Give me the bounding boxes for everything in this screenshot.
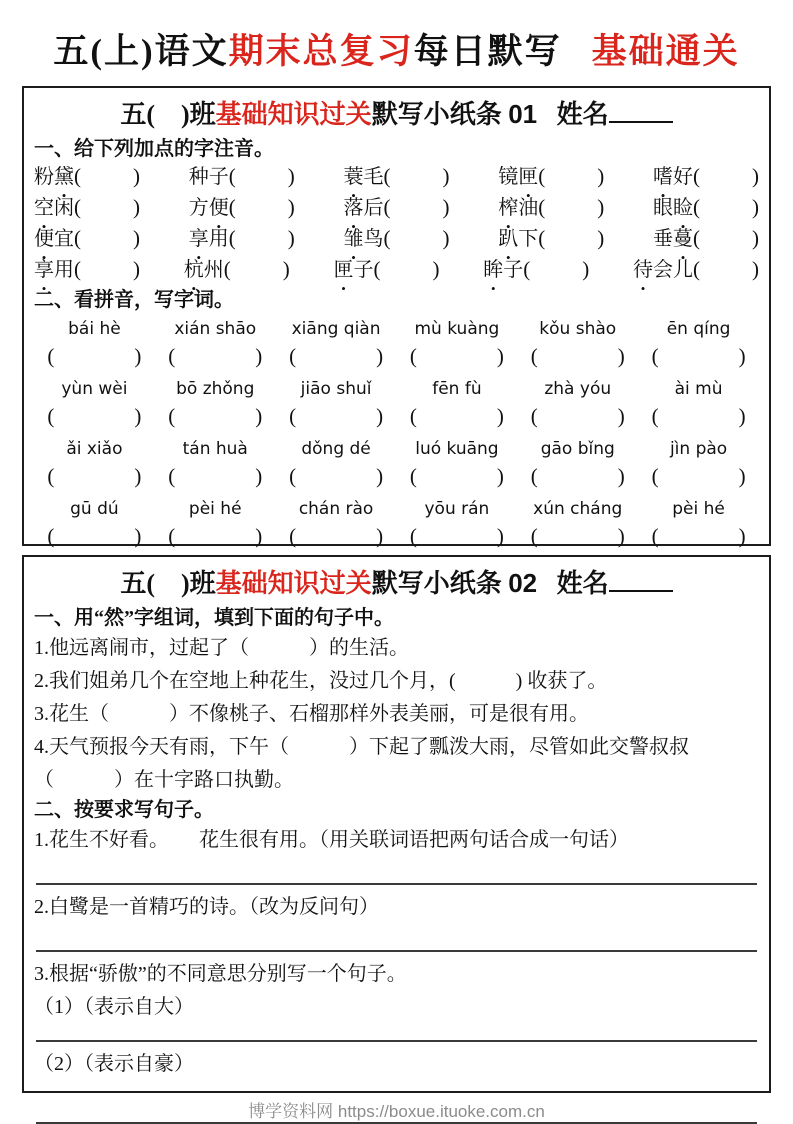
pinyin-answer-blank[interactable]: ( ) (523, 257, 590, 281)
word-text: 匣子 (333, 259, 374, 281)
word-answer-cell (276, 342, 397, 373)
word-answer-cell (34, 522, 155, 553)
fill-in-sentence: 2.我们姐弟几个在空地上种花生，没过几个月，( ) 收获了。 (34, 670, 608, 692)
word-text: 落后 (343, 197, 384, 219)
pinyin-label: xián shāo (174, 319, 257, 339)
pinyin-label: pèi hé (188, 499, 242, 519)
zhuyin-rows (34, 163, 759, 287)
pinyin-answer-blank[interactable]: ( ) (538, 195, 605, 219)
word-answer-blank[interactable]: ( ) (651, 404, 746, 428)
word-text: 蓑毛 (343, 166, 384, 188)
sheet2-header-pre: 五( )班 (120, 569, 216, 598)
pinyin-answer-blank[interactable]: ( ) (74, 226, 140, 250)
zhuyin-word (344, 225, 450, 252)
title-part: 基础通关 (591, 32, 740, 71)
title-part: 期末总复习 (228, 32, 414, 71)
pinyin-answer-blank[interactable]: ( ) (383, 195, 450, 219)
zhuyin-word (189, 225, 295, 252)
sheet1-number: 01 (508, 99, 538, 129)
zhuyin-word (34, 225, 140, 252)
word-answer-blank[interactable]: ( ) (409, 344, 504, 368)
answer-line[interactable] (36, 883, 757, 885)
pinyin-label: luó kuāng (415, 439, 499, 459)
pinyin-text-row (34, 496, 759, 522)
pinyin-answer-blank[interactable]: ( ) (228, 164, 295, 188)
word-answer-cell (517, 402, 638, 433)
word-answer-blank[interactable]: ( ) (168, 344, 263, 368)
word-answer-cell (397, 522, 518, 553)
pinyin-answer-blank[interactable]: ( ) (383, 164, 450, 188)
pinyin-group (34, 496, 759, 553)
pinyin-label: fēn fù (432, 379, 482, 399)
pinyin-answer-blank[interactable]: ( ) (373, 257, 440, 281)
answer-line[interactable] (36, 1040, 757, 1042)
pinyin-answer-blank[interactable]: ( ) (383, 226, 450, 250)
pinyin-answer-blank[interactable]: ( ) (74, 195, 140, 219)
word-answer-blank[interactable]: ( ) (168, 524, 263, 548)
pinyin-label: jìn pào (669, 439, 728, 459)
pinyin-label: yùn wèi (61, 379, 128, 399)
footer-site-link[interactable]: 博学资料网 https://boxue.ituoke.com.cn (248, 1102, 545, 1121)
word-answer-blank[interactable]: ( ) (651, 524, 746, 548)
pinyin-text-row (34, 316, 759, 342)
zhuyin-word (653, 163, 759, 190)
footer-answer-line[interactable] (36, 1097, 757, 1124)
word-answer-cell (638, 522, 759, 553)
pinyin-label: ēn qíng (666, 319, 731, 339)
rewrite-sentence: （2）（表示自豪） (34, 1053, 194, 1075)
pinyin-answer-blank[interactable]: ( ) (693, 257, 759, 281)
pinyin-answer-blank[interactable]: ( ) (228, 226, 295, 250)
zhuyin-row (34, 256, 759, 287)
word-text: 待会儿 (633, 259, 693, 281)
word-answer-blank[interactable]: ( ) (47, 464, 142, 488)
word-answer-blank[interactable]: ( ) (530, 464, 625, 488)
word-text: 便宜 (34, 228, 74, 250)
word-answer-blank[interactable]: ( ) (168, 404, 263, 428)
word-text: 享用 (34, 259, 74, 281)
zhuyin-word (34, 194, 140, 221)
fill-in-sentences (34, 632, 759, 797)
word-answer-cell (638, 462, 759, 493)
word-answer-blank[interactable]: ( ) (409, 404, 504, 428)
word-answer-blank[interactable]: ( ) (289, 524, 384, 548)
zhuyin-row (34, 163, 759, 194)
zhuyin-word (34, 256, 140, 283)
pinyin-answer-blank[interactable]: ( ) (693, 164, 759, 188)
zhuyin-word (344, 163, 450, 190)
word-text: 眸子 (483, 259, 524, 281)
word-answer-cell (517, 462, 638, 493)
fill-in-sentence: 3.花生（ ）不像桃子、石榴那样外表美丽，可是很有用。 (34, 703, 589, 725)
sheet1-header-highlight: 基础知识过关 (215, 100, 372, 129)
rewrite-sentence: （1）（表示自大） (34, 996, 194, 1018)
word-text: 方便 (188, 197, 229, 219)
zhuyin-word (498, 225, 604, 252)
pinyin-answer-blank[interactable]: ( ) (538, 226, 605, 250)
sheet1-header (34, 94, 759, 131)
pinyin-text-row (34, 376, 759, 402)
pinyin-label: pèi hé (672, 499, 725, 519)
zhuyin-word (653, 194, 759, 221)
word-answer-cell (34, 402, 155, 433)
word-text: 垂蔓 (653, 228, 693, 250)
pinyin-label: tán huà (182, 439, 248, 459)
pinyin-group (34, 376, 759, 433)
word-answer-cell (397, 462, 518, 493)
zhuyin-word (34, 163, 140, 190)
name-label: 姓名 (556, 100, 609, 129)
pinyin-answer-blank[interactable]: ( ) (228, 195, 295, 219)
name-blank-field[interactable] (609, 95, 673, 123)
sheet2-section1-title: 一、用“然”字组词，填到下面的句子中。 (34, 607, 394, 629)
name-blank-field[interactable] (609, 564, 673, 592)
word-answer-cell (276, 522, 397, 553)
word-text: 粉黛 (34, 166, 74, 188)
zhuyin-row (34, 194, 759, 225)
sheet2-number: 02 (508, 568, 538, 598)
pinyin-paren-row (34, 462, 759, 493)
pinyin-group (34, 316, 759, 373)
sheet1-header-post: 默写小纸条 (371, 100, 502, 129)
pinyin-answer-blank[interactable]: ( ) (74, 257, 140, 281)
word-answer-cell (517, 522, 638, 553)
sheet2-header-highlight: 基础知识过关 (215, 569, 372, 598)
word-answer-blank[interactable]: ( ) (651, 344, 746, 368)
pinyin-answer-blank[interactable]: ( ) (538, 164, 605, 188)
pinyin-label: mù kuàng (414, 319, 500, 339)
pinyin-label: ǎi xiǎo (66, 439, 123, 459)
fill-in-sentence: 1.他远离闹市，过起了（ ）的生活。 (34, 637, 409, 659)
word-answer-cell (397, 402, 518, 433)
word-text: 种子 (188, 166, 229, 188)
pinyin-label: gāo bǐng (540, 439, 615, 459)
pinyin-label: yōu rán (424, 499, 490, 519)
word-answer-cell (397, 342, 518, 373)
word-answer-cell (517, 342, 638, 373)
sheet2-section2-title: 二、按要求写句子。 (34, 799, 214, 821)
word-answer-blank[interactable]: ( ) (47, 524, 142, 548)
rewrite-sentence: 1.花生不好看。 花生很有用。（用关联词语把两句话合成一句话） (34, 829, 629, 851)
worksheet-card-02 (22, 555, 771, 1121)
pinyin-label: kǒu shào (539, 319, 617, 339)
word-answer-blank[interactable]: ( ) (47, 344, 142, 368)
fill-in-sentence: 4.天气预报今天有雨，下午（ ）下起了瓢泼大雨，尽管如此交警叔叔（ ）在十字路口执勤。 (34, 736, 689, 791)
pinyin-group (34, 436, 759, 493)
pinyin-groups (34, 316, 759, 553)
word-text: 榨油 (498, 197, 539, 219)
word-answer-blank[interactable]: ( ) (409, 464, 504, 488)
pinyin-paren-row (34, 522, 759, 553)
word-answer-cell (155, 522, 276, 553)
word-text: 空闲 (34, 197, 74, 219)
rewrite-sentences (34, 824, 759, 1081)
rewrite-sentence: 2.白鹭是一首精巧的诗。（改为反问句） (34, 896, 379, 918)
word-text: 杭州 (183, 259, 224, 281)
zhuyin-word (189, 163, 295, 190)
word-answer-blank[interactable]: ( ) (530, 524, 625, 548)
zhuyin-word (653, 225, 759, 252)
zhuyin-word (344, 194, 450, 221)
word-answer-blank[interactable]: ( ) (168, 464, 263, 488)
word-answer-cell (155, 342, 276, 373)
zhuyin-word (184, 256, 290, 283)
word-text: 趴下 (498, 228, 539, 250)
pinyin-answer-blank[interactable]: ( ) (223, 257, 290, 281)
word-answer-cell (155, 462, 276, 493)
pinyin-label: bō zhǒng (176, 379, 255, 399)
zhuyin-word (633, 256, 759, 283)
zhuyin-row (34, 225, 759, 256)
zhuyin-word (498, 194, 604, 221)
word-text: 嗜好 (653, 166, 693, 188)
word-answer-blank[interactable]: ( ) (289, 404, 384, 428)
word-answer-cell (638, 342, 759, 373)
word-answer-cell (155, 402, 276, 433)
word-answer-cell (276, 462, 397, 493)
zhuyin-word (189, 194, 295, 221)
sheet2-header (34, 563, 759, 600)
pinyin-paren-row (34, 402, 759, 433)
zhuyin-word (334, 256, 440, 283)
title-part: 五(上)语文 (53, 32, 229, 71)
word-answer-blank[interactable]: ( ) (530, 344, 625, 368)
word-answer-cell (34, 342, 155, 373)
answer-line[interactable] (36, 950, 757, 952)
word-answer-blank[interactable]: ( ) (289, 464, 384, 488)
pinyin-answer-blank[interactable]: ( ) (74, 164, 140, 188)
pinyin-label: dǒng dé (301, 439, 371, 459)
word-text: 眼睑 (653, 197, 693, 219)
pinyin-paren-row (34, 342, 759, 373)
title-part: 每日默写 (413, 32, 562, 71)
rewrite-sentence: 3.根据“骄傲”的不同意思分别写一个句子。 (34, 963, 407, 985)
sheet1-section1-title: 一、给下列加点的字注音。 (34, 138, 274, 160)
page-title (22, 24, 771, 74)
pinyin-label: xún cháng (533, 499, 623, 519)
pinyin-label: gū dú (70, 499, 119, 519)
sheet1-section2-title: 二、看拼音，写字词。 (34, 289, 234, 311)
word-answer-blank[interactable]: ( ) (289, 344, 384, 368)
worksheet-card-01 (22, 86, 771, 546)
pinyin-answer-blank[interactable]: ( ) (693, 195, 759, 219)
pinyin-label: chán rào (298, 499, 374, 519)
pinyin-text-row (34, 436, 759, 462)
zhuyin-word (483, 256, 589, 283)
sheet2-header-post: 默写小纸条 (371, 569, 502, 598)
name-label: 姓名 (556, 569, 609, 598)
word-answer-blank[interactable]: ( ) (409, 524, 504, 548)
word-answer-cell (276, 402, 397, 433)
word-answer-blank[interactable]: ( ) (651, 464, 746, 488)
sheet1-header-pre: 五( )班 (120, 100, 216, 129)
word-answer-cell (638, 402, 759, 433)
zhuyin-word (498, 163, 604, 190)
pinyin-label: xiāng qiàn (291, 319, 381, 339)
pinyin-answer-blank[interactable]: ( ) (693, 226, 759, 250)
pinyin-label: zhà yóu (544, 379, 612, 399)
word-text: 享用 (188, 228, 229, 250)
pinyin-label: jiāo shuǐ (300, 379, 372, 399)
word-answer-blank[interactable]: ( ) (530, 404, 625, 428)
pinyin-label: ài mù (674, 379, 723, 399)
word-answer-cell (34, 462, 155, 493)
word-answer-blank[interactable]: ( ) (47, 404, 142, 428)
pinyin-label: bái hè (68, 319, 121, 339)
word-text: 镜匣 (498, 166, 539, 188)
word-text: 雏鸟 (343, 228, 384, 250)
